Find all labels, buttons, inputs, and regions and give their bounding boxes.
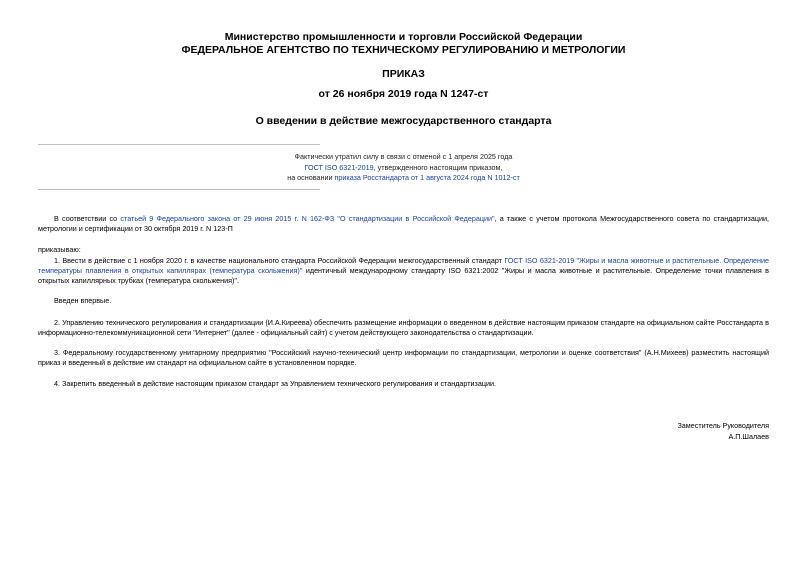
order-word: приказываю:	[38, 245, 81, 254]
introduced-note: Введен впервые.	[54, 296, 112, 305]
bottom-divider	[38, 189, 320, 190]
status-note-standard-link[interactable]: ГОСТ ISO 6321-2019	[304, 162, 374, 172]
agency-heading: ФЕДЕРАЛЬНОЕ АГЕНТСТВО ПО ТЕХНИЧЕСКОМУ РЕГУЛИРОВАНИЮ И МЕТРОЛОГИИ	[181, 44, 626, 56]
doc-type-heading: ПРИКАЗ	[382, 68, 425, 80]
status-note-line1: Фактически утратил силу в связи с отменой с 1 апреля 2025 года	[294, 152, 513, 161]
item-4-paragraph: 4. Закрепить введенный в действие настоящим приказом стандарт за Управлением технического регулирования и стандартизации.	[54, 379, 496, 388]
gost-standard-link[interactable]: ГОСТ ISO 6321-2019 "Жиры и масла животные и растительные. Определение температуры плавления в открытых капиллярах (температура скольжения)"	[38, 256, 769, 276]
preamble-paragraph	[38, 214, 769, 234]
item-3-paragraph: 3. Федеральному государственному унитарному предприятию "Российский научно-технический центр информации по стандартизации, метрологии и оценке соответствия" (А.Н.Михеев) разместить настоящий приказ и введенный в действие им стандарт на официальном сайте в установленном порядке.	[38, 348, 769, 368]
status-note-line2	[0, 163, 807, 174]
status-note-order-link[interactable]: приказа Росстандарта от 1 августа 2024 года N 1012-ст	[334, 173, 520, 182]
ministry-heading: Министерство промышленности и торговли Российской Федерации	[224, 31, 583, 43]
status-note-line2-text: , утвержденного настоящим приказом,	[373, 162, 503, 172]
page-title: О введении в действие межгосударственного стандарта	[255, 115, 552, 127]
date-number-line: от 26 ноября 2019 года N 1247-ст	[318, 88, 489, 100]
preamble-prefix: В соответствии со	[54, 214, 121, 223]
item-1-prefix: 1. Ввести в действие с 1 ноября 2020 г. в качестве национального стандарта Российской Федерации межгосударственный стандарт	[54, 256, 505, 265]
signature-block	[677, 420, 769, 442]
federal-law-link[interactable]: статьей 9 Федерального закона от 29 июня 2015 г. N 162-ФЗ "О стандартизации в Российской Федерации"	[120, 214, 495, 223]
item-1-paragraph	[38, 256, 769, 287]
item-2-paragraph: 2. Управлению технического регулирования и стандартизации (И.А.Киреева) обеспечить размещение информации о введенном в действие настоящим приказом стандарте на официальном сайте Росстандарта в информационно-телекоммуникационной сети "Интернет" (далее - официальный сайт) с учетом действующего законодательства о стандартизации.	[38, 318, 769, 338]
status-note	[0, 152, 807, 184]
signer-name: А.П.Шалаев	[728, 432, 769, 441]
status-note-line3	[0, 173, 807, 184]
signer-position: Заместитель Руководителя	[677, 421, 769, 430]
top-divider	[38, 144, 320, 145]
preamble-rest: , а также с учетом протокола Межгосударственного совета по стандартизации, метрологии и сертификации от 30 октября 2019 г. N 123-П	[38, 214, 769, 234]
item-1-rest: идентичный международному стандарту ISO 6321:2002 "Жиры и масла животные и растительные. Определение точки плавления в открытых капиллярных трубках (температура скольжения)".	[38, 266, 770, 286]
status-note-line3-prefix: на основании	[287, 173, 335, 182]
